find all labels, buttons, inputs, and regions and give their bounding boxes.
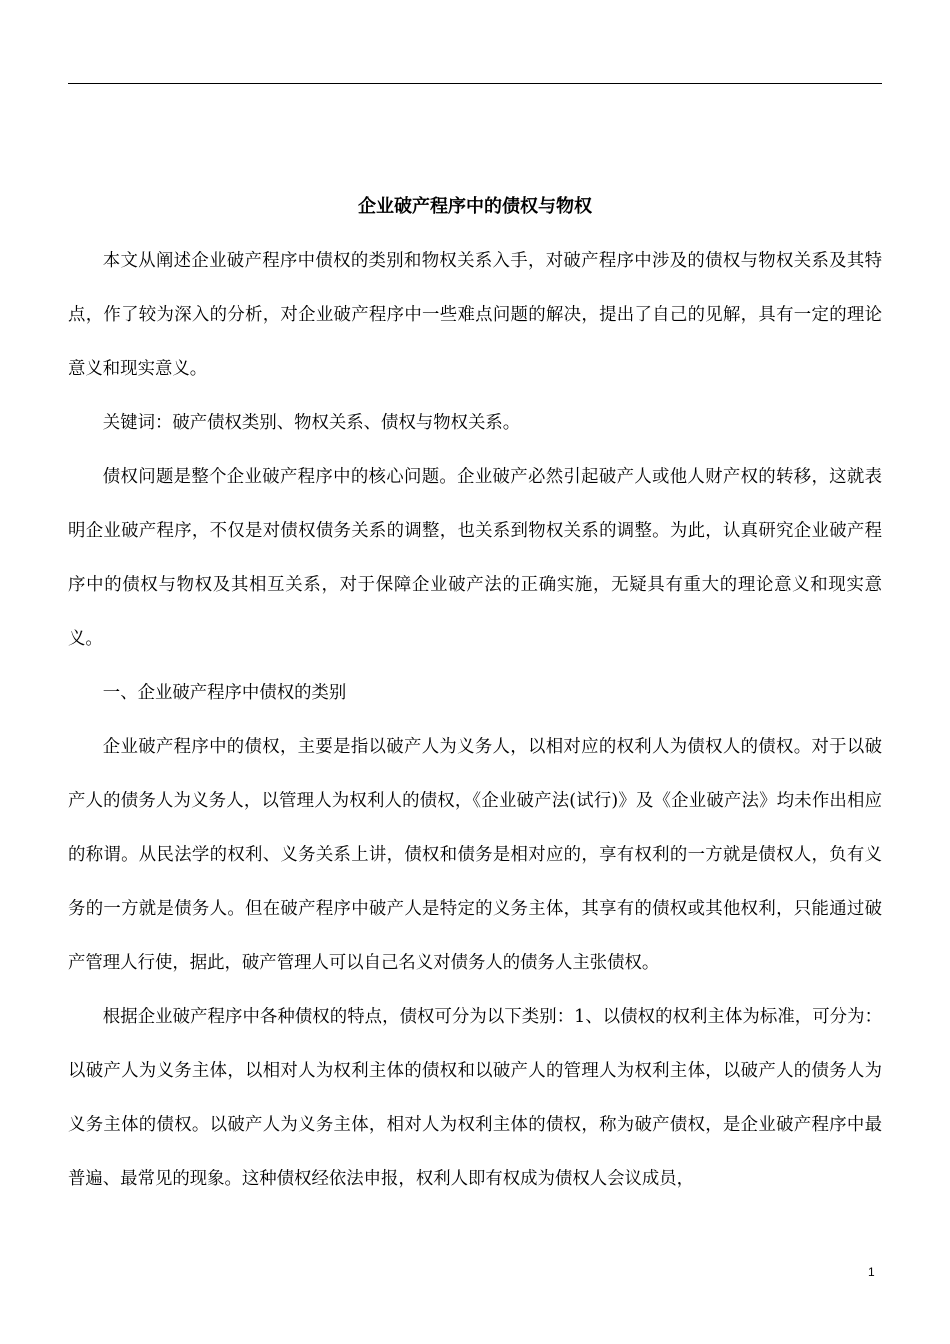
section-heading: 一、企业破产程序中债权的类别: [102, 683, 347, 703]
intro-paragraph: 债权问题是整个企业破产程序中的核心问题。企业破产必然引起破产人或他人财产权的转移，这就表明企业破产程序，不仅是对债权债务关系的调整，也关系到物权关系的调整。为此，认真研究企业破产程序中的债权与物权及其相互关系，对于保障企业破产法的正确实施，无疑具有重大的理论意义和现实意义。: [68, 467, 882, 649]
abstract-paragraph: 本文从阐述企业破产程序中债权的类别和物权关系入手，对破产程序中涉及的债权与物权关系及其特点，作了较为深入的分析，对企业破产程序中一些难点问题的解决，提出了自己的见解，具有一定的理论意义和现实意义。: [68, 251, 882, 379]
body-paragraph: 根据企业破产程序中各种债权的特点，债权可分为以下类别：1、以债权的权利主体为标准，可分为：以破产人为义务主体，以相对人为权利主体的债权和以破产人的管理人为权利主体，以破产人的债务人为义务主体的债权。以破产人为义务主体，相对人为权利主体的债权，称为破产债权，是企业破产程序中最普遍、最常见的现象。这种债权经依法申报，权利人即有权成为债权人会议成员，: [68, 1007, 882, 1189]
document-title: 企业破产程序中的债权与物权: [358, 196, 592, 217]
page-number: 1: [868, 1265, 875, 1279]
body-paragraph: 企业破产程序中的债权，主要是指以破产人为义务人，以相对应的权利人为债权人的债权。对于以破产人的债务人为义务人，以管理人为权利人的债权，《企业破产法(试行)》及《企业破产法》均未作出相应的称谓。从民法学的权利、义务关系上讲，债权和债务是相对应的，享有权利的一方就是债权人，负有义务的一方就是债务人。但在破产程序中破产人是特定的义务主体，其享有的债权或其他权利，只能通过破产管理人行使，据此，破产管理人可以自己名义对债务人的债务人主张债权。: [68, 737, 882, 973]
keywords-paragraph: 关键词：破产债权类别、物权关系、债权与物权关系。: [102, 413, 521, 433]
header-rule: [68, 83, 882, 84]
document-body: [68, 180, 882, 1206]
